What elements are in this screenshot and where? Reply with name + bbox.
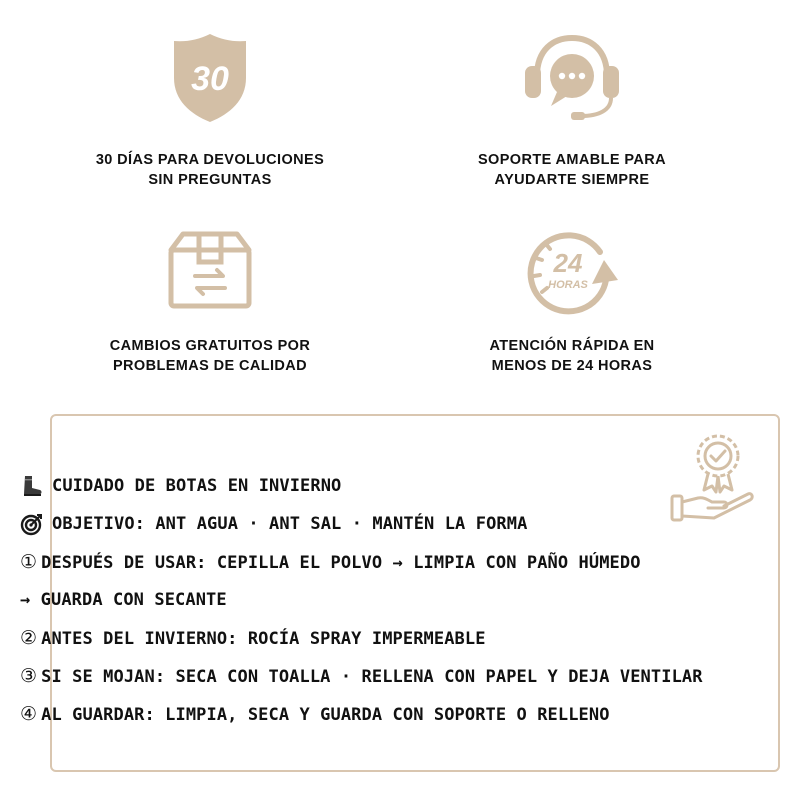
feature-line-1: 30 DÍAS PARA DEVOLUCIONES xyxy=(95,152,325,168)
step-text-continued: → GUARDA CON SECANTE xyxy=(20,590,227,610)
support-headset-icon xyxy=(517,32,627,127)
care-step-1 xyxy=(20,548,641,576)
clock-badge-sub: HORAS xyxy=(548,279,588,291)
care-goal-text: OBJETIVO: ANT AGUA · ANT SAL · MANTÉN LA FORMA xyxy=(52,514,528,534)
boot-icon xyxy=(20,474,44,498)
step-text: ANTES DEL INVIERNO: ROCÍA SPRAY IMPERMEABLE xyxy=(41,629,486,649)
feature-text xyxy=(422,336,722,376)
step-text: SI SE MOJAN: SECA CON TOALLA · RELLENA CON PAPEL Y DEJA VENTILAR xyxy=(41,667,703,687)
feature-text xyxy=(60,150,360,190)
step-text: AL GUARDAR: LIMPIA, SECA Y GUARDA CON SOPORTE O RELLENO xyxy=(41,705,610,725)
care-goal xyxy=(20,510,527,538)
feature-line-1: CAMBIOS GRATUITOS POR xyxy=(109,338,311,354)
feature-support xyxy=(422,30,722,200)
feature-line-2: SIN PREGUNTAS xyxy=(148,172,272,188)
step-number: ② xyxy=(20,627,38,649)
feature-line-2: AYUDARTE SIEMPRE xyxy=(494,172,650,188)
care-title xyxy=(20,472,341,500)
shield-30-icon xyxy=(170,32,250,129)
step-number: ④ xyxy=(20,703,38,725)
care-title-text: CUIDADO DE BOTAS EN INVIERNO xyxy=(52,476,342,496)
step-number: ① xyxy=(20,551,38,573)
feature-line-1: ATENCIÓN RÁPIDA EN xyxy=(489,338,655,354)
step-number: ③ xyxy=(20,665,38,687)
feature-line-1: SOPORTE AMABLE PARA xyxy=(477,152,667,168)
clock-badge-text: 24 xyxy=(553,248,583,278)
feature-line-2: MENOS DE 24 HORAS xyxy=(491,358,653,374)
care-step-3 xyxy=(20,662,703,690)
feature-returns xyxy=(60,30,360,200)
care-step-2 xyxy=(20,624,486,652)
quality-badge-hand-icon xyxy=(668,428,758,533)
box-exchange-icon xyxy=(165,228,255,317)
clock-24-icon xyxy=(522,224,622,321)
feature-text xyxy=(422,150,722,190)
shield-badge-text: 30 xyxy=(191,60,229,98)
care-step-4 xyxy=(20,700,610,728)
feature-exchange xyxy=(60,222,360,392)
care-step-1-continued xyxy=(20,586,227,614)
target-icon xyxy=(20,512,44,536)
feature-fast-response xyxy=(422,222,722,392)
feature-text xyxy=(60,336,360,376)
feature-line-2: PROBLEMAS DE CALIDAD xyxy=(112,358,308,374)
step-text: DESPUÉS DE USAR: CEPILLA EL POLVO → LIMPIA CON PAÑO HÚMEDO xyxy=(41,553,641,573)
